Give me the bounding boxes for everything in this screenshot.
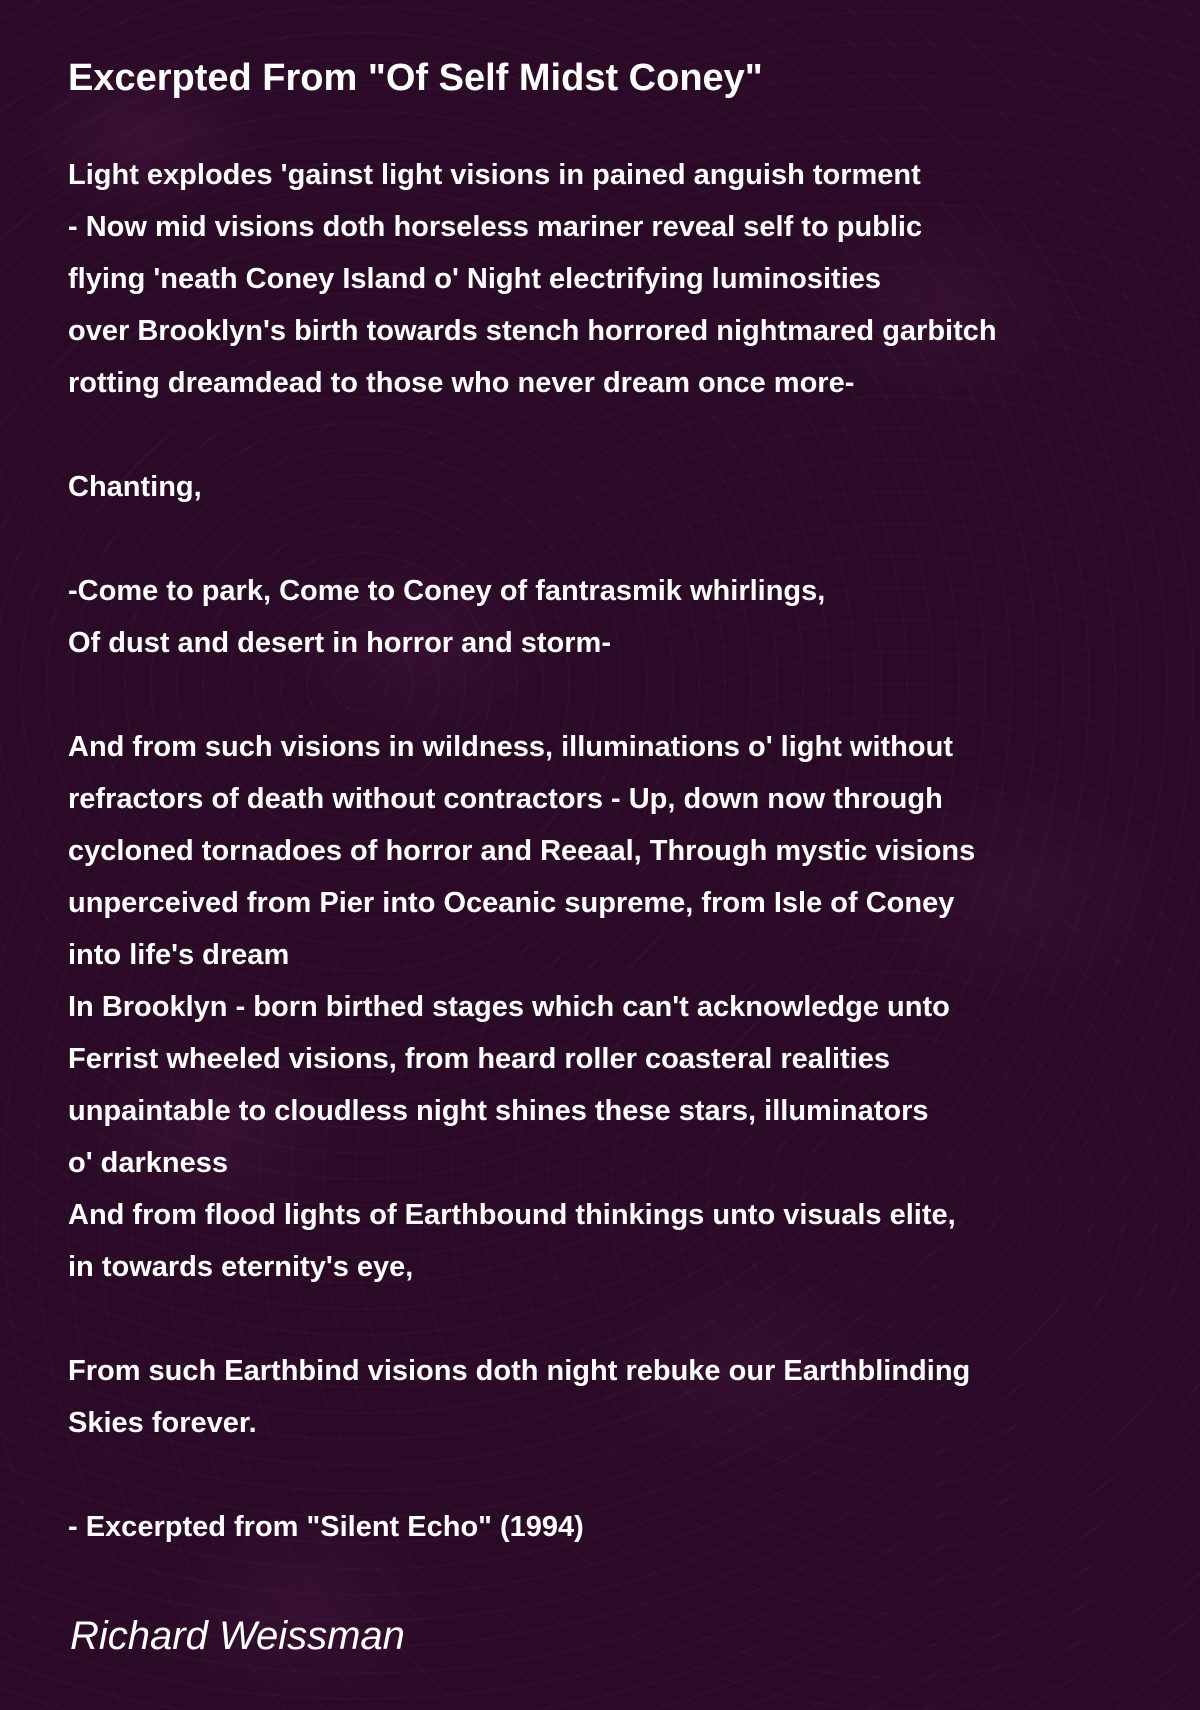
poem-line: over Brooklyn's birth towards stench horrored nightmared garbitch <box>68 315 997 347</box>
poem-line: And from flood lights of Earthbound thinkings unto visuals elite, <box>68 1199 956 1231</box>
stanza-break <box>68 1293 1168 1345</box>
poem-line: rotting dreamdead to those who never dream once more- <box>68 367 855 399</box>
poem-title: Excerpted From "Of Self Midst Coney" <box>68 57 763 99</box>
poem-line: refractors of death without contractors - Up, down now through <box>68 783 943 815</box>
poem-line: From such Earthbind visions doth night rebuke our Earthblinding <box>68 1355 971 1387</box>
poem-line: into life's dream <box>68 939 290 971</box>
poem-line: - Excerpted from "Silent Echo" (1994) <box>68 1511 584 1543</box>
poem-line: Ferrist wheeled visions, from heard roller coasteral realities <box>68 1043 890 1075</box>
poem-line: Skies forever. <box>68 1407 257 1439</box>
poem-line: unpaintable to cloudless night shines these stars, illuminators <box>68 1095 929 1127</box>
poem-line: flying 'neath Coney Island o' Night electrifying luminosities <box>68 263 882 295</box>
poem-line: Light explodes 'gainst light visions in pained anguish torment <box>68 159 921 191</box>
poem-line: And from such visions in wildness, illuminations o' light without <box>68 731 953 763</box>
poem-line: - Now mid visions doth horseless mariner reveal self to public <box>68 211 923 243</box>
stanza-break <box>68 669 1168 721</box>
poem-line: Chanting, <box>68 471 202 503</box>
poem-line: unperceived from Pier into Oceanic supreme, from Isle of Coney <box>68 887 955 919</box>
poem-line: In Brooklyn - born birthed stages which can't acknowledge unto <box>68 991 950 1023</box>
poem-body <box>68 149 1168 1553</box>
stanza-break <box>68 513 1168 565</box>
poem-author: Richard Weissman <box>70 1614 405 1658</box>
stanza-break <box>68 409 1168 461</box>
poem-line: in towards eternity's eye, <box>68 1251 414 1283</box>
poem-line: -Come to park, Come to Coney of fantrasmik whirlings, <box>68 575 826 607</box>
poem-line: cycloned tornadoes of horror and Reeaal, Through mystic visions <box>68 835 976 867</box>
poem-line: Of dust and desert in horror and storm- <box>68 627 611 659</box>
poem-line: o' darkness <box>68 1147 229 1179</box>
stanza-break <box>68 1449 1168 1501</box>
